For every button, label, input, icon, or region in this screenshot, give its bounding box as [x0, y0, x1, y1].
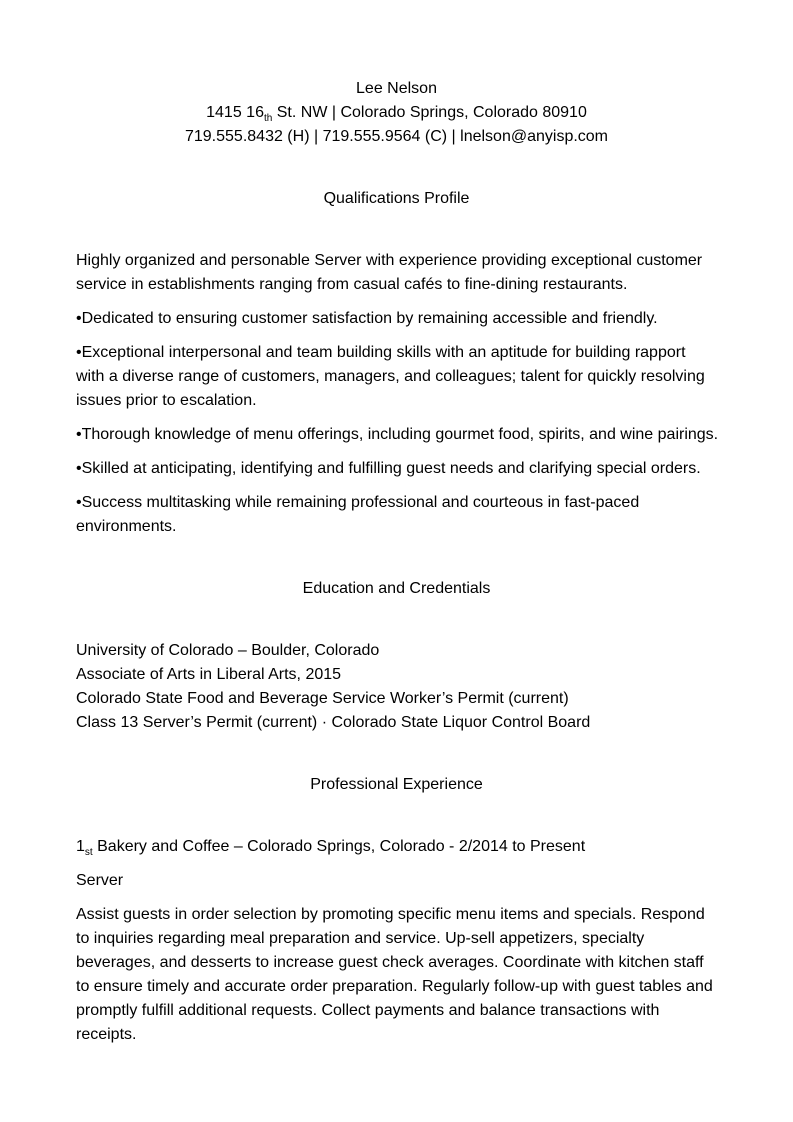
experience-heading: Professional Experience [310, 776, 483, 793]
description-line: to inquiries regarding meal preparation and service. Up-sell appetizers, specialty [76, 930, 645, 947]
bullet-line: •Skilled at anticipating, identifying and fulfilling guest needs and clarifying special orders. [76, 460, 701, 477]
qualification-bullet [76, 341, 726, 413]
description-line: promptly fulfill additional requests. Collect payments and balance transactions with [76, 1002, 660, 1019]
education-line: Class 13 Server’s Permit (current) · Colorado State Liquor Control Board [76, 714, 591, 731]
bullet-line: •Success multitasking while remaining professional and courteous in fast-paced [76, 494, 640, 511]
bullet-line: •Thorough knowledge of menu offerings, including gourmet food, spirits, and wine pairings. [76, 426, 719, 443]
description-line: receipts. [76, 1026, 137, 1043]
summary-line: Highly organized and personable Server with experience providing exceptional customer [76, 252, 703, 269]
education-list [76, 639, 726, 735]
bullet-line: issues prior to escalation. [76, 392, 257, 409]
employer-number: 1 [76, 838, 85, 855]
bullet-line: •Exceptional interpersonal and team building skills with an aptitude for building rapport [76, 344, 686, 361]
address-number: 1415 16 [206, 104, 264, 121]
role-line: Server [76, 872, 124, 889]
employer-ordinal-suffix: st [84, 847, 93, 858]
employer-line [76, 835, 726, 859]
education-line: University of Colorado – Boulder, Colorado [76, 642, 380, 659]
education-line: Associate of Arts in Liberal Arts, 2015 [76, 666, 342, 683]
education-heading: Education and Credentials [302, 580, 491, 597]
description-line: Assist guests in order selection by promoting specific menu items and specials. Respond [76, 906, 705, 923]
summary-line: service in establishments ranging from casual cafés to fine-dining restaurants. [76, 276, 628, 293]
bullet-line: with a diverse range of customers, managers, and colleagues; talent for quickly resolving [76, 368, 705, 385]
job-description [76, 903, 726, 1047]
employer-rest: Bakery and Coffee – Colorado Springs, Colorado - 2/2014 to Present [92, 838, 586, 855]
qualification-bullet [76, 457, 726, 481]
candidate-address [0, 101, 793, 125]
qualification-bullet [76, 491, 726, 539]
qualification-bullet [76, 307, 726, 331]
qualification-bullet [76, 423, 726, 447]
address-ordinal-suffix: th [263, 113, 273, 124]
job-role [76, 869, 726, 893]
description-line: beverages, and desserts to increase guest check averages. Coordinate with kitchen staff [76, 954, 704, 971]
qualifications-summary [76, 249, 726, 297]
education-line: Colorado State Food and Beverage Service Worker’s Permit (current) [76, 690, 569, 707]
qualifications-heading: Qualifications Profile [323, 190, 470, 207]
bullet-line: environments. [76, 518, 177, 535]
description-line: to ensure timely and accurate order preparation. Regularly follow-up with guest tables and [76, 978, 713, 995]
candidate-contact: 719.555.8432 (H) | 719.555.9564 (C) | lnelson@anyisp.com [184, 128, 609, 145]
candidate-name: Lee Nelson [356, 80, 437, 97]
address-rest: St. NW | Colorado Springs, Colorado 80910 [272, 104, 587, 121]
bullet-line: •Dedicated to ensuring customer satisfaction by remaining accessible and friendly. [76, 310, 658, 327]
